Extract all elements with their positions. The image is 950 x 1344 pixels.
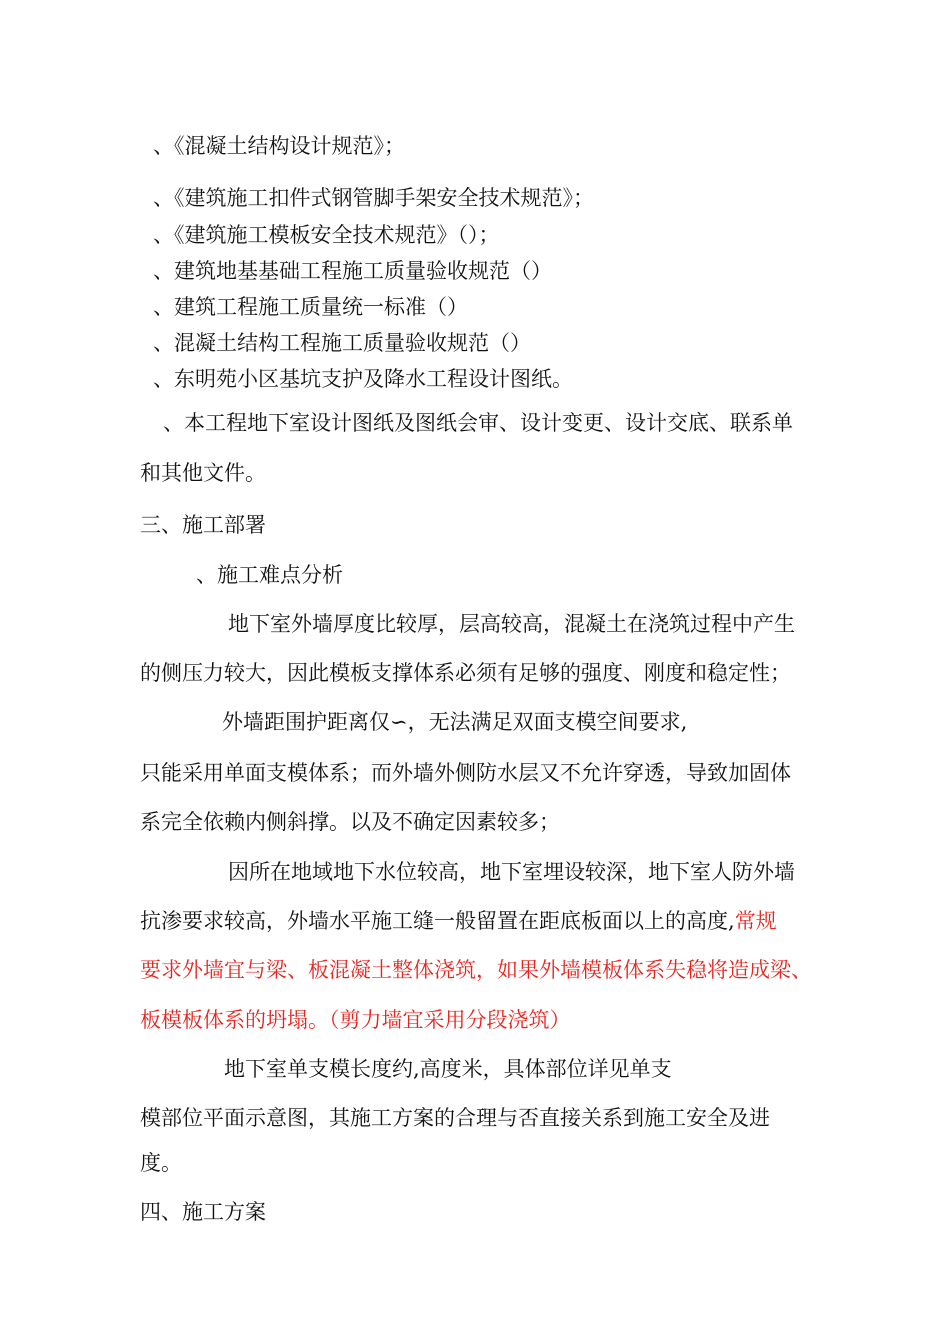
section-heading-3: 三、施工部署 bbox=[140, 513, 266, 537]
paragraph-line: 地下室外墙厚度比较厚，层高较高，混凝土在浇筑过程中产生 bbox=[228, 612, 795, 636]
section-heading-4: 四、施工方案 bbox=[140, 1200, 266, 1224]
paragraph-line bbox=[140, 911, 777, 932]
reference-item-3: 、《建筑施工模板安全技术规范》（）； bbox=[153, 223, 500, 247]
paragraph-line: 的侧压力较大，因此模板支撑体系必须有足够的强度、刚度和稳定性； bbox=[140, 661, 791, 685]
subsection-heading: 、施工难点分析 bbox=[196, 563, 343, 587]
reference-item-6: 、混凝土结构工程施工质量验收规范（） bbox=[153, 331, 531, 355]
reference-item-8-cont: 和其他文件。 bbox=[140, 461, 266, 485]
paragraph-line: 只能采用单面支模体系；而外墙外侧防水层又不允许穿透，导致加固体 bbox=[140, 761, 791, 785]
highlighted-text: 常规 bbox=[734, 909, 777, 933]
reference-item-7: 、东明苑小区基坑支护及降水工程设计图纸。 bbox=[153, 367, 573, 391]
paragraph-line: 度。 bbox=[140, 1151, 182, 1175]
reference-item-8: 、本工程地下室设计图纸及图纸会审、设计变更、设计交底、联系单 bbox=[163, 411, 793, 435]
reference-item-2: 、《建筑施工扣件式钢管脚手架安全技术规范》； bbox=[153, 186, 594, 210]
highlighted-line: 要求外墙宜与梁、板混凝土整体浇筑，如果外墙模板体系失稳将造成梁、 bbox=[140, 958, 812, 982]
paragraph-line: 外墙距围护距离仅∽，无法满足双面支模空间要求, bbox=[222, 710, 688, 734]
reference-item-1: 、《混凝土结构设计规范》； bbox=[153, 134, 405, 158]
paragraph-text: 抗渗要求较高，外墙水平施工缝一般留置在距底板面以上的高度, bbox=[140, 909, 735, 933]
paragraph-line: 因所在地域地下水位较高，地下室埋设较深，地下室人防外墙 bbox=[228, 860, 795, 884]
paragraph-line: 模部位平面示意图，其施工方案的合理与否直接关系到施工安全及进 bbox=[140, 1106, 770, 1130]
reference-item-5: 、建筑工程施工质量统一标准（） bbox=[153, 295, 468, 319]
paragraph-line: 地下室单支模长度约,高度米，具体部位详见单支 bbox=[224, 1057, 672, 1081]
highlighted-line: 板模板体系的坍塌。（剪力墙宜采用分段浇筑） bbox=[140, 1008, 571, 1032]
reference-item-4: 、建筑地基基础工程施工质量验收规范（） bbox=[153, 259, 552, 283]
paragraph-line: 系完全依赖内侧斜撑。以及不确定因素较多； bbox=[140, 810, 560, 834]
